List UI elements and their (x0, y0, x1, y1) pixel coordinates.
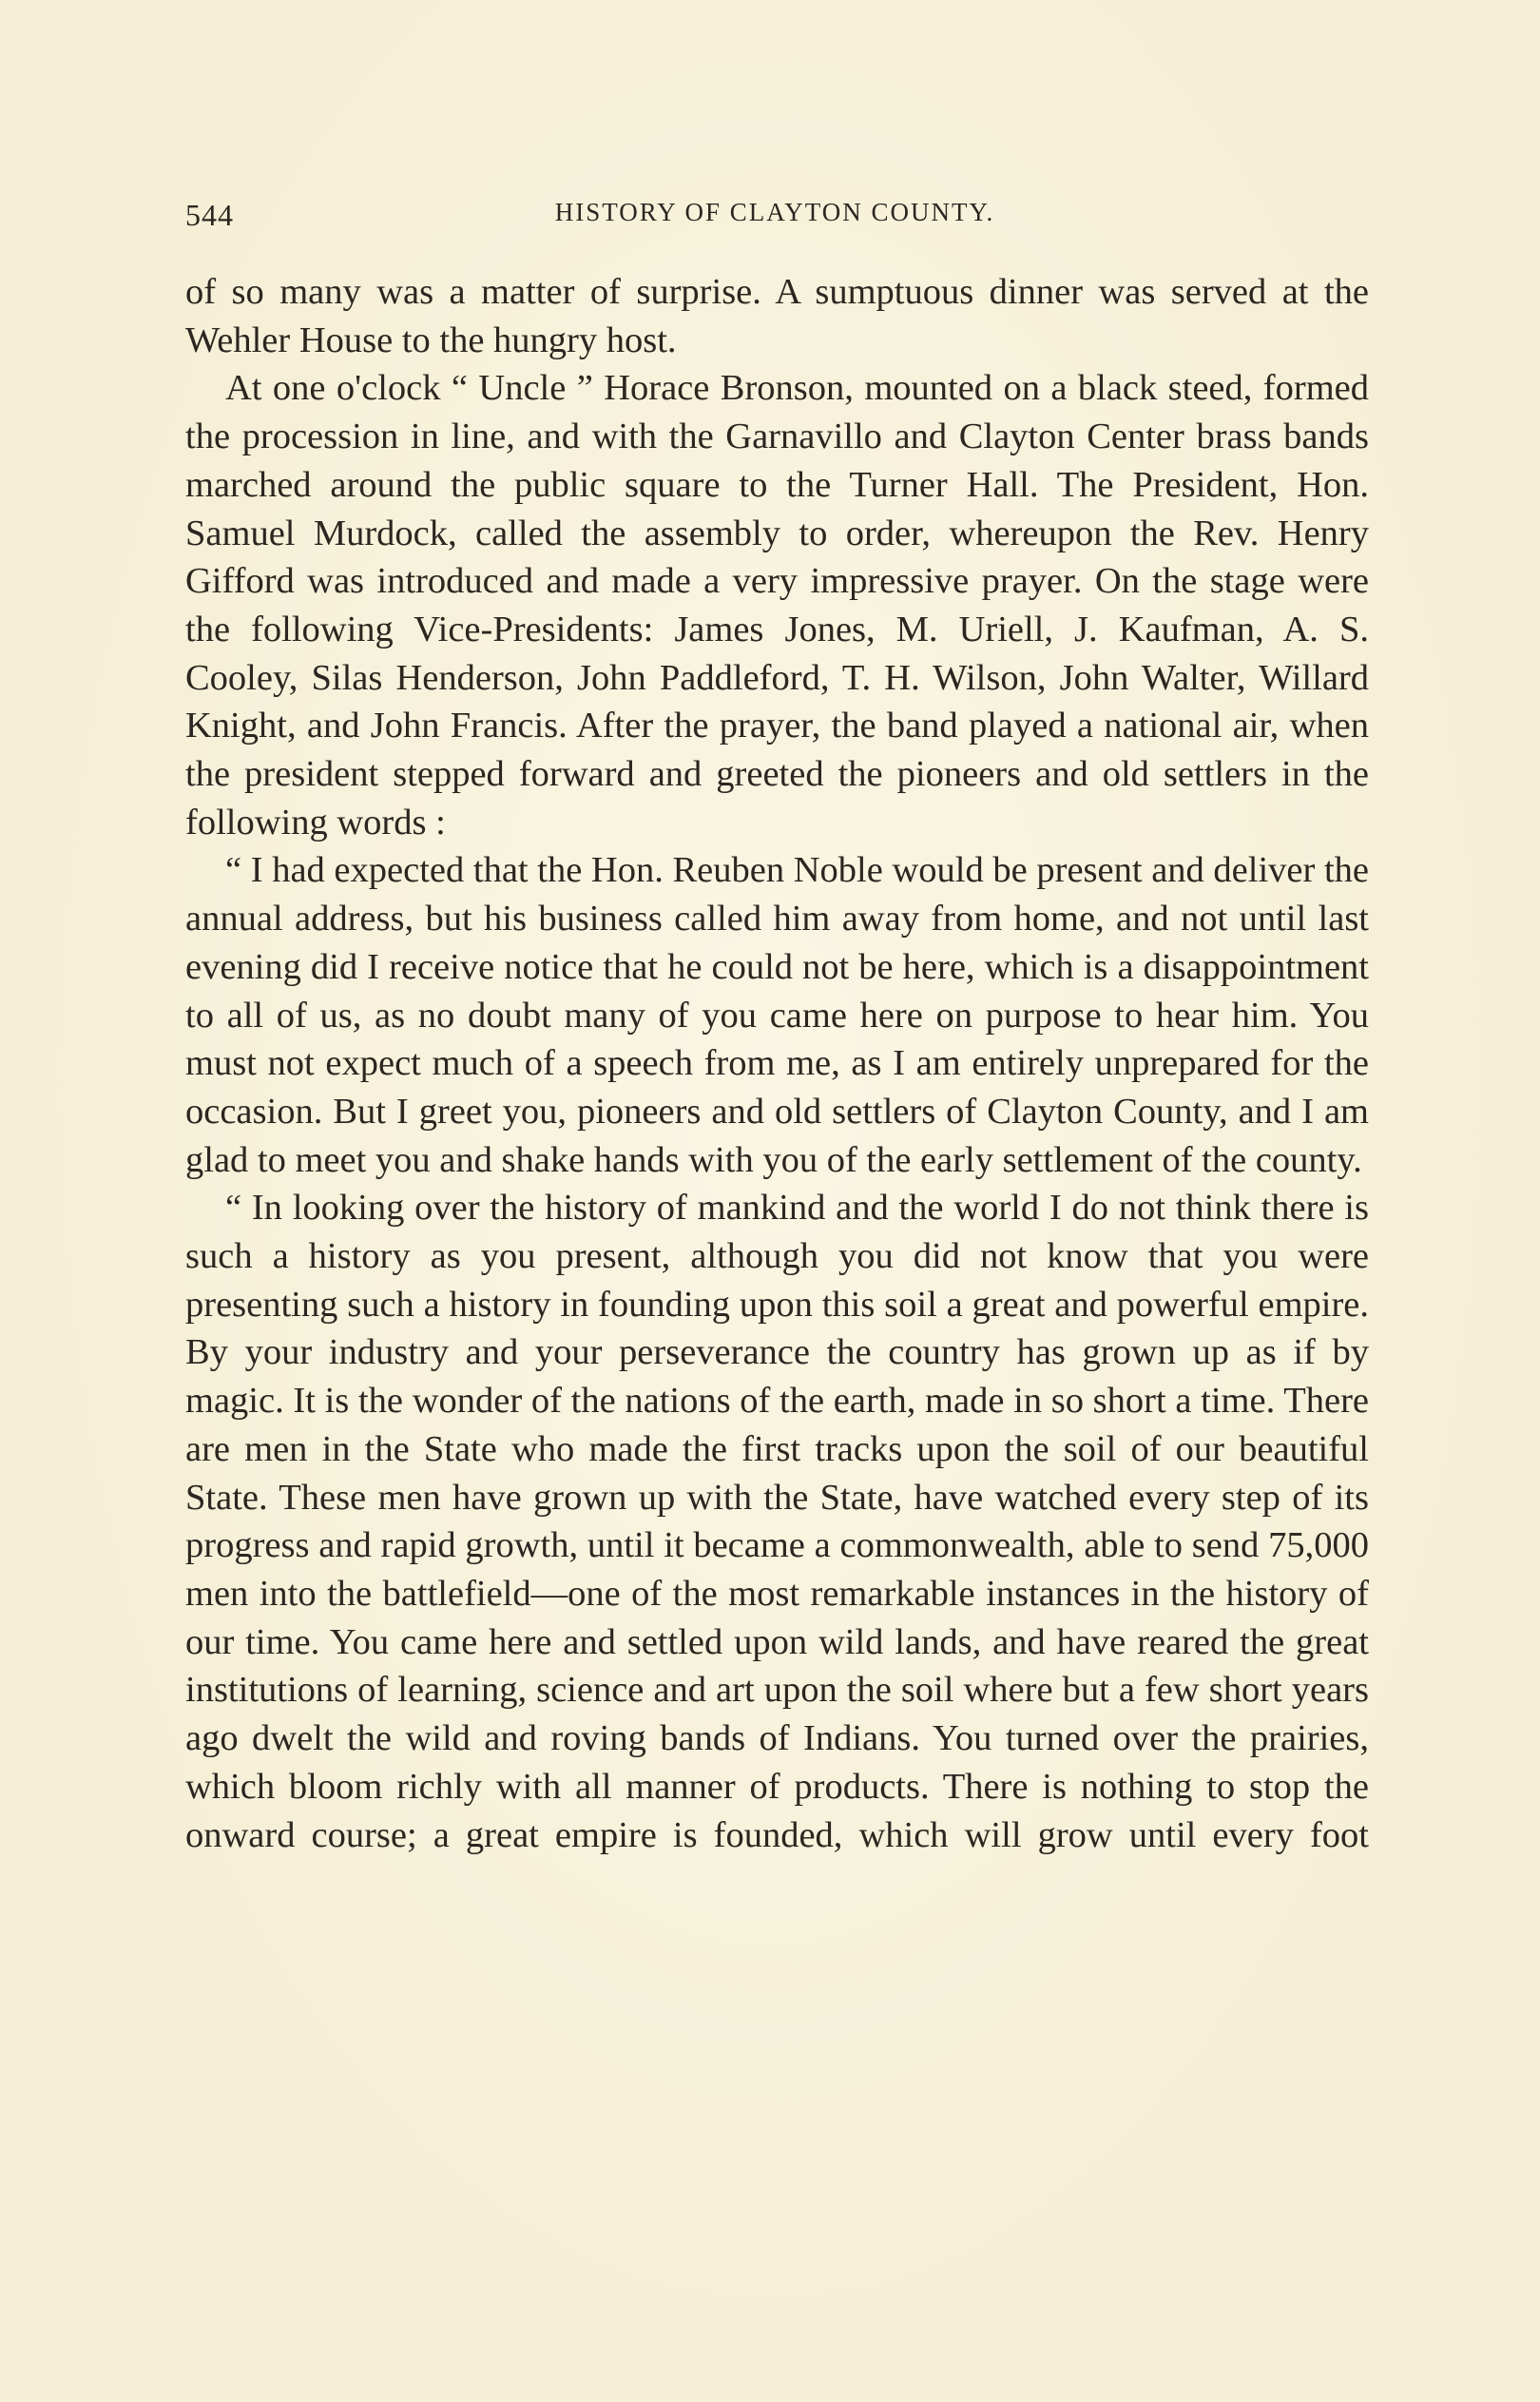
running-head (185, 198, 1364, 242)
paragraph-speech-history: “ In looking over the history of mankind and the world I do not think there is such a history as you present, although you did not know that you were presenting such a history in founding upon this soil a great and powerful empire. By your industry and your perseverance the country has grown up as if by magic. It is the wonder of the nations of the earth, made in so short a time. There are men in the State who made the first tracks upon the soil of our beautiful State. These men have grown up with the State, have watched every step of its progress and rapid growth, until it became a commonwealth, able to send 75,000 men into the battlefield—one of the most remarkable instances in the history of our time. You came here and settled upon wild lands, and have reared the great institutions of learning, science and art upon the soil where but a few short years ago dwelt the wild and roving bands of Indians. You turned over the prairies, which bloom richly with all manner of products. There is nothing to stop the onward course; a great empire is founded, which will grow until every foot (185, 1188, 1369, 1855)
page-number: 544 (185, 198, 234, 232)
paragraph-continued: of so many was a matter of surprise. A sumptuous dinner was served at the Wehler House to the hungry host. (185, 272, 1369, 360)
page-title: HISTORY OF CLAYTON COUNTY. (554, 198, 995, 226)
paragraph-speech-opening: “ I had expected that the Hon. Reuben Noble would be present and deliver the annual address, but his business called him away from home, and not until last evening did I receive notice that he could not be here, which is a disappointment to all of us, as no doubt many of you came here on purpose to hear him. You must not expect much of a speech from me, as I am entirely unprepared for the occasion. But I greet you, pioneers and old settlers of Clayton County, and I am glad to meet you and shake hands with you of the early settlement of the county. (185, 850, 1369, 1180)
paragraph-procession: At one o'clock “ Uncle ” Horace Bronson, mounted on a black steed, formed the procession in line, and with the Garnavillo and Clayton Center brass bands marched around the public square to the Turner Hall. The President, Hon. Samuel Murdock, called the assembly to order, whereupon the Rev. Henry Gifford was introduced and made a very impressive prayer. On the stage were the following Vice-Presidents: James Jones, M. Uriell, J. Kaufman, A. S. Cooley, Silas Henderson, John Paddleford, T. H. Wilson, John Walter, Willard Knight, and John Francis. After the prayer, the band played a national air, when the president stepped forward and greeted the pioneers and old settlers in the following words : (185, 368, 1369, 843)
body-text (185, 268, 1369, 1859)
